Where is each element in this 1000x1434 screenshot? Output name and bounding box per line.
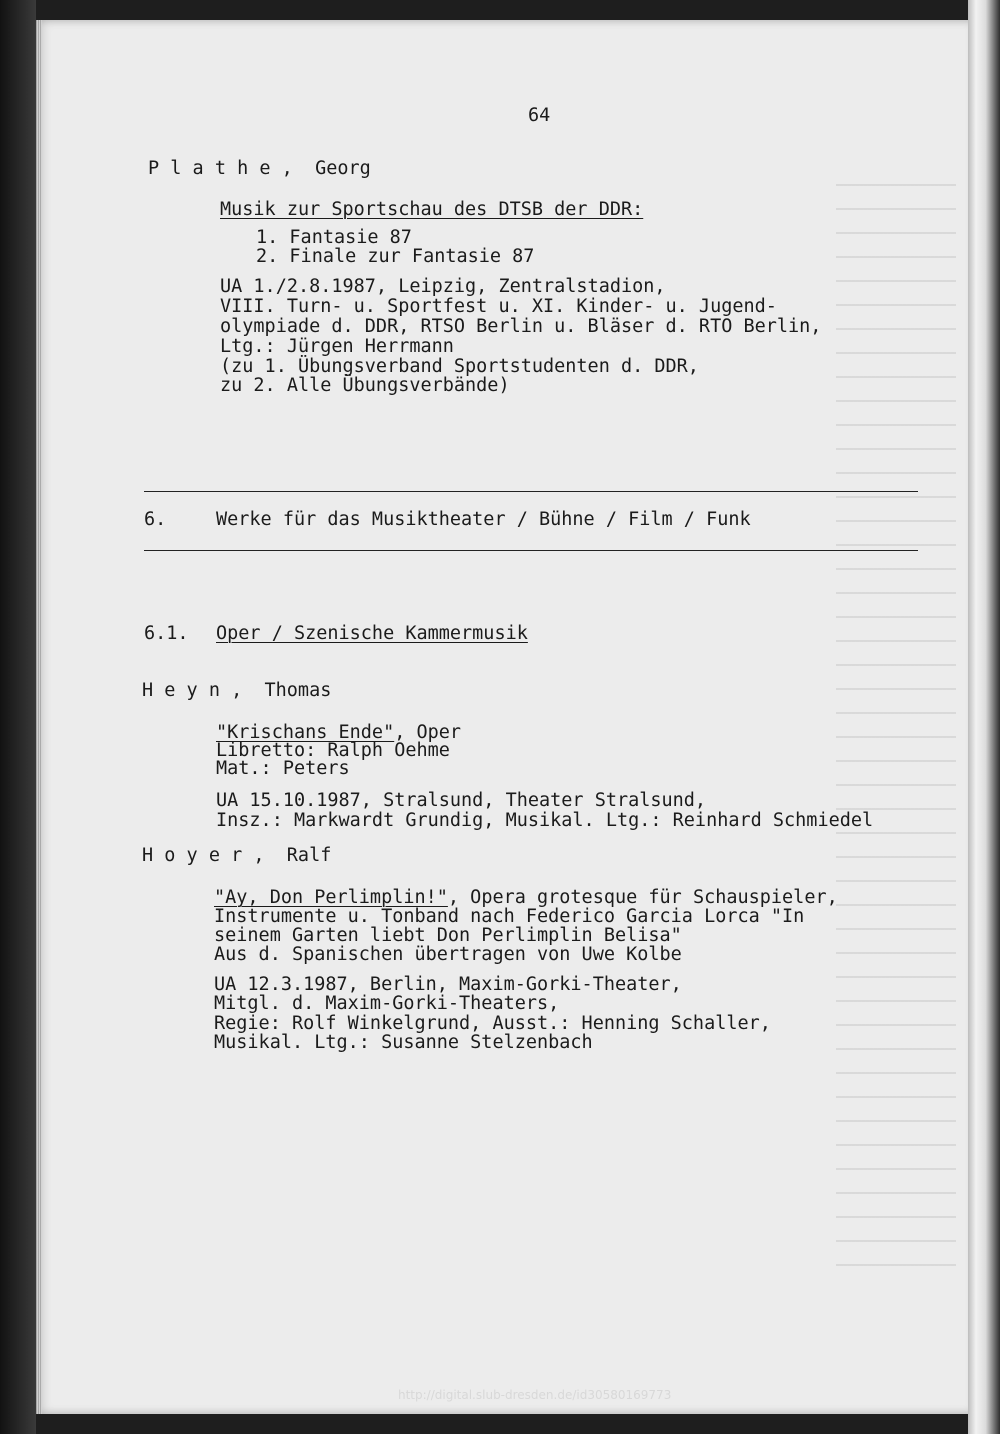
page-number: 64: [528, 105, 551, 126]
section-6-number: 6.: [144, 509, 167, 530]
work-title-krischans-ende: "Krischans Ende": [216, 722, 395, 743]
performance-line: UA 1./2.8.1987, Leipzig, Zentralstadion,: [220, 276, 666, 297]
page-stack-edge: [36, 20, 42, 1414]
work-title-sportschau: Musik zur Sportschau des DTSB der DDR:: [220, 199, 644, 220]
composer-heyn: H e y n , Thomas: [142, 680, 332, 701]
performance-line: Musikal. Ltg.: Susanne Stelzenbach: [214, 1032, 593, 1053]
performance-line: Ltg.: Jürgen Herrmann: [220, 336, 454, 357]
section-rule-bottom: [144, 550, 918, 551]
work-genre: , Oper: [394, 722, 462, 743]
description-line: Instrumente u. Tonband nach Federico Garcia Lorca "In: [214, 906, 805, 927]
section-6-title: Werke für das Musiktheater / Bühne / Film / Funk: [216, 509, 751, 530]
composer-hoyer: H o y e r , Ralf: [142, 845, 332, 866]
work-part-1: 1. Fantasie 87: [256, 227, 412, 248]
show-through-text: [836, 170, 956, 1270]
section-61-title: Oper / Szenische Kammermusik: [216, 623, 528, 644]
section-61-number: 6.1.: [144, 623, 189, 644]
description-line: seinem Garten liebt Don Perlimplin Belisa": [214, 925, 682, 946]
performance-line: zu 2. Alle Übungsverbände): [220, 375, 510, 396]
performance-line: Insz.: Markwardt Grundig, Musikal. Ltg.: Reinhard Schmiedel: [216, 810, 874, 831]
libretto-line: Libretto: Ralph Oehme: [216, 740, 450, 761]
performance-line: Regie: Rolf Winkelgrund, Ausst.: Henning Schaller,: [214, 1013, 771, 1034]
work-genre: , Opera grotesque für Schauspieler,: [447, 887, 838, 908]
performance-line: (zu 1. Übungsverband Sportstudenten d. DDR,: [220, 356, 699, 377]
material-line: Mat.: Peters: [216, 758, 350, 779]
work-hoyer: [214, 888, 838, 908]
work-title-ay-don-perlimplin: "Ay, Don Perlimplin!": [214, 887, 448, 908]
work-part-2: 2. Finale zur Fantasie 87: [256, 246, 535, 267]
performance-line: VIII. Turn- u. Sportfest u. XI. Kinder- u. Jugend-: [220, 296, 777, 317]
description-line: Aus d. Spanischen übertragen von Uwe Kolbe: [214, 944, 682, 965]
section-rule-top: [144, 491, 918, 492]
book-gutter-right: [968, 0, 1000, 1434]
composer-plathe: P l a t h e , Georg: [148, 158, 371, 179]
source-url: http://digital.slub-dresden.de/id30580169773: [398, 1388, 672, 1402]
performance-line: UA 12.3.1987, Berlin, Maxim-Gorki-Theater,: [214, 974, 682, 995]
performance-line: UA 15.10.1987, Stralsund, Theater Stralsund,: [216, 790, 707, 811]
performance-line: Mitgl. d. Maxim-Gorki-Theaters,: [214, 993, 560, 1014]
book-spine-left: [0, 0, 36, 1434]
document-page: [36, 20, 976, 1414]
performance-line: olympiade d. DDR, RTSO Berlin u. Bläser d. RTO Berlin,: [220, 316, 822, 337]
